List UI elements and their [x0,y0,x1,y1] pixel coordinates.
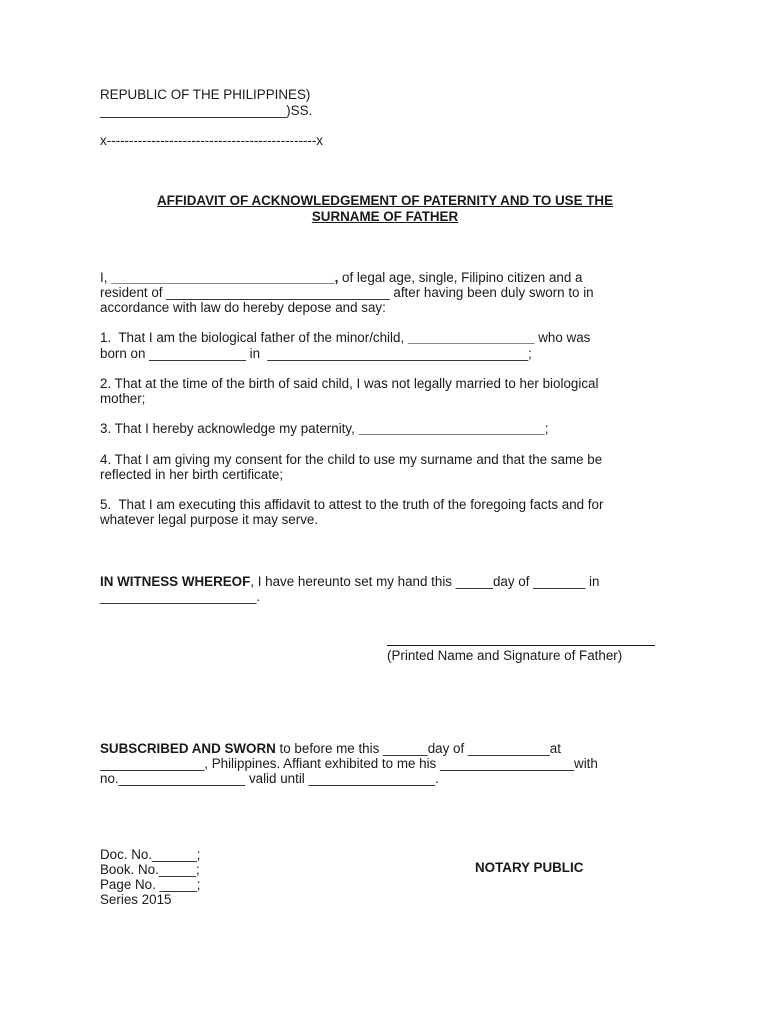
header-separator: x-----------------------------------------------x [100,133,323,148]
item2-line1: 2. That at the time of the birth of said child, I was not legally married to her biological [100,376,599,391]
jurat-line3: no._________________ valid until _________________. [100,771,439,786]
book-number: Book. No._____; [100,862,200,877]
header-venue-line: _________________________)SS. [100,103,313,118]
item4-line1: 4. That I am giving my consent for the child to use my surname and that the same be [100,452,603,467]
intro-paragraph-line2: resident of ______________________________ after having been duly sworn to in [100,285,594,300]
item1-rest: who was [534,330,591,345]
item1-text: 1. That I am the biological father of the minor/child, [100,330,408,345]
item1-line2: born on _____________ in ___________________________________; [100,346,532,361]
item3-rest: ; [544,421,549,436]
signature-caption: (Printed Name and Signature of Father) [387,648,623,663]
item2-line2: mother; [100,391,146,406]
child-name-blank: _________________ [407,330,535,345]
item5-line2: whatever legal purpose it may serve. [100,512,319,527]
paternity-blank: _________________________ [358,421,545,436]
document-title-line1: AFFIDAVIT OF ACKNOWLEDGEMENT OF PATERNITY AND TO USE THE [156,193,614,208]
jurat-text: to before me this ______day of ___________at [275,741,561,756]
signature-line [387,633,655,646]
jurat-line2: ______________, Philippines. Affiant exhibited to me his __________________with [100,756,598,771]
intro-prefix: I, [100,270,112,285]
header-republic: REPUBLIC OF THE PHILIPPINES) [100,87,311,102]
page-number: Page No. _____; [100,877,201,892]
item4-line2: reflected in her birth certificate; [100,467,284,482]
item5-line1: 5. That I am executing this affidavit to attest to the truth of the foregoing facts and for [100,497,604,512]
intro-paragraph-line3: accordance with law do hereby depose and say: [100,300,386,315]
item3-text: 3. That I hereby acknowledge my paternity, [100,421,359,436]
intro-rest: of legal age, single, Filipino citizen and a [338,270,583,285]
notary-public-label: NOTARY PUBLIC [475,860,584,875]
witness-line1 [100,574,599,589]
series-year: Series 2015 [100,892,172,907]
intro-paragraph-line1 [100,270,582,285]
affiant-name-blank: ______________________________, [111,270,339,285]
item3-line1 [100,421,548,436]
witness-text: , I have hereunto set my hand this _____day of _______ in [250,574,600,589]
witness-heading: IN WITNESS WHEREOF [100,574,251,589]
witness-line2: _____________________. [100,589,261,604]
doc-number: Doc. No.______; [100,847,201,862]
jurat-line1 [100,741,561,756]
document-title-line2: SURNAME OF FATHER [311,209,459,224]
item1-line1 [100,330,590,345]
jurat-heading: SUBSCRIBED AND SWORN [100,741,276,756]
